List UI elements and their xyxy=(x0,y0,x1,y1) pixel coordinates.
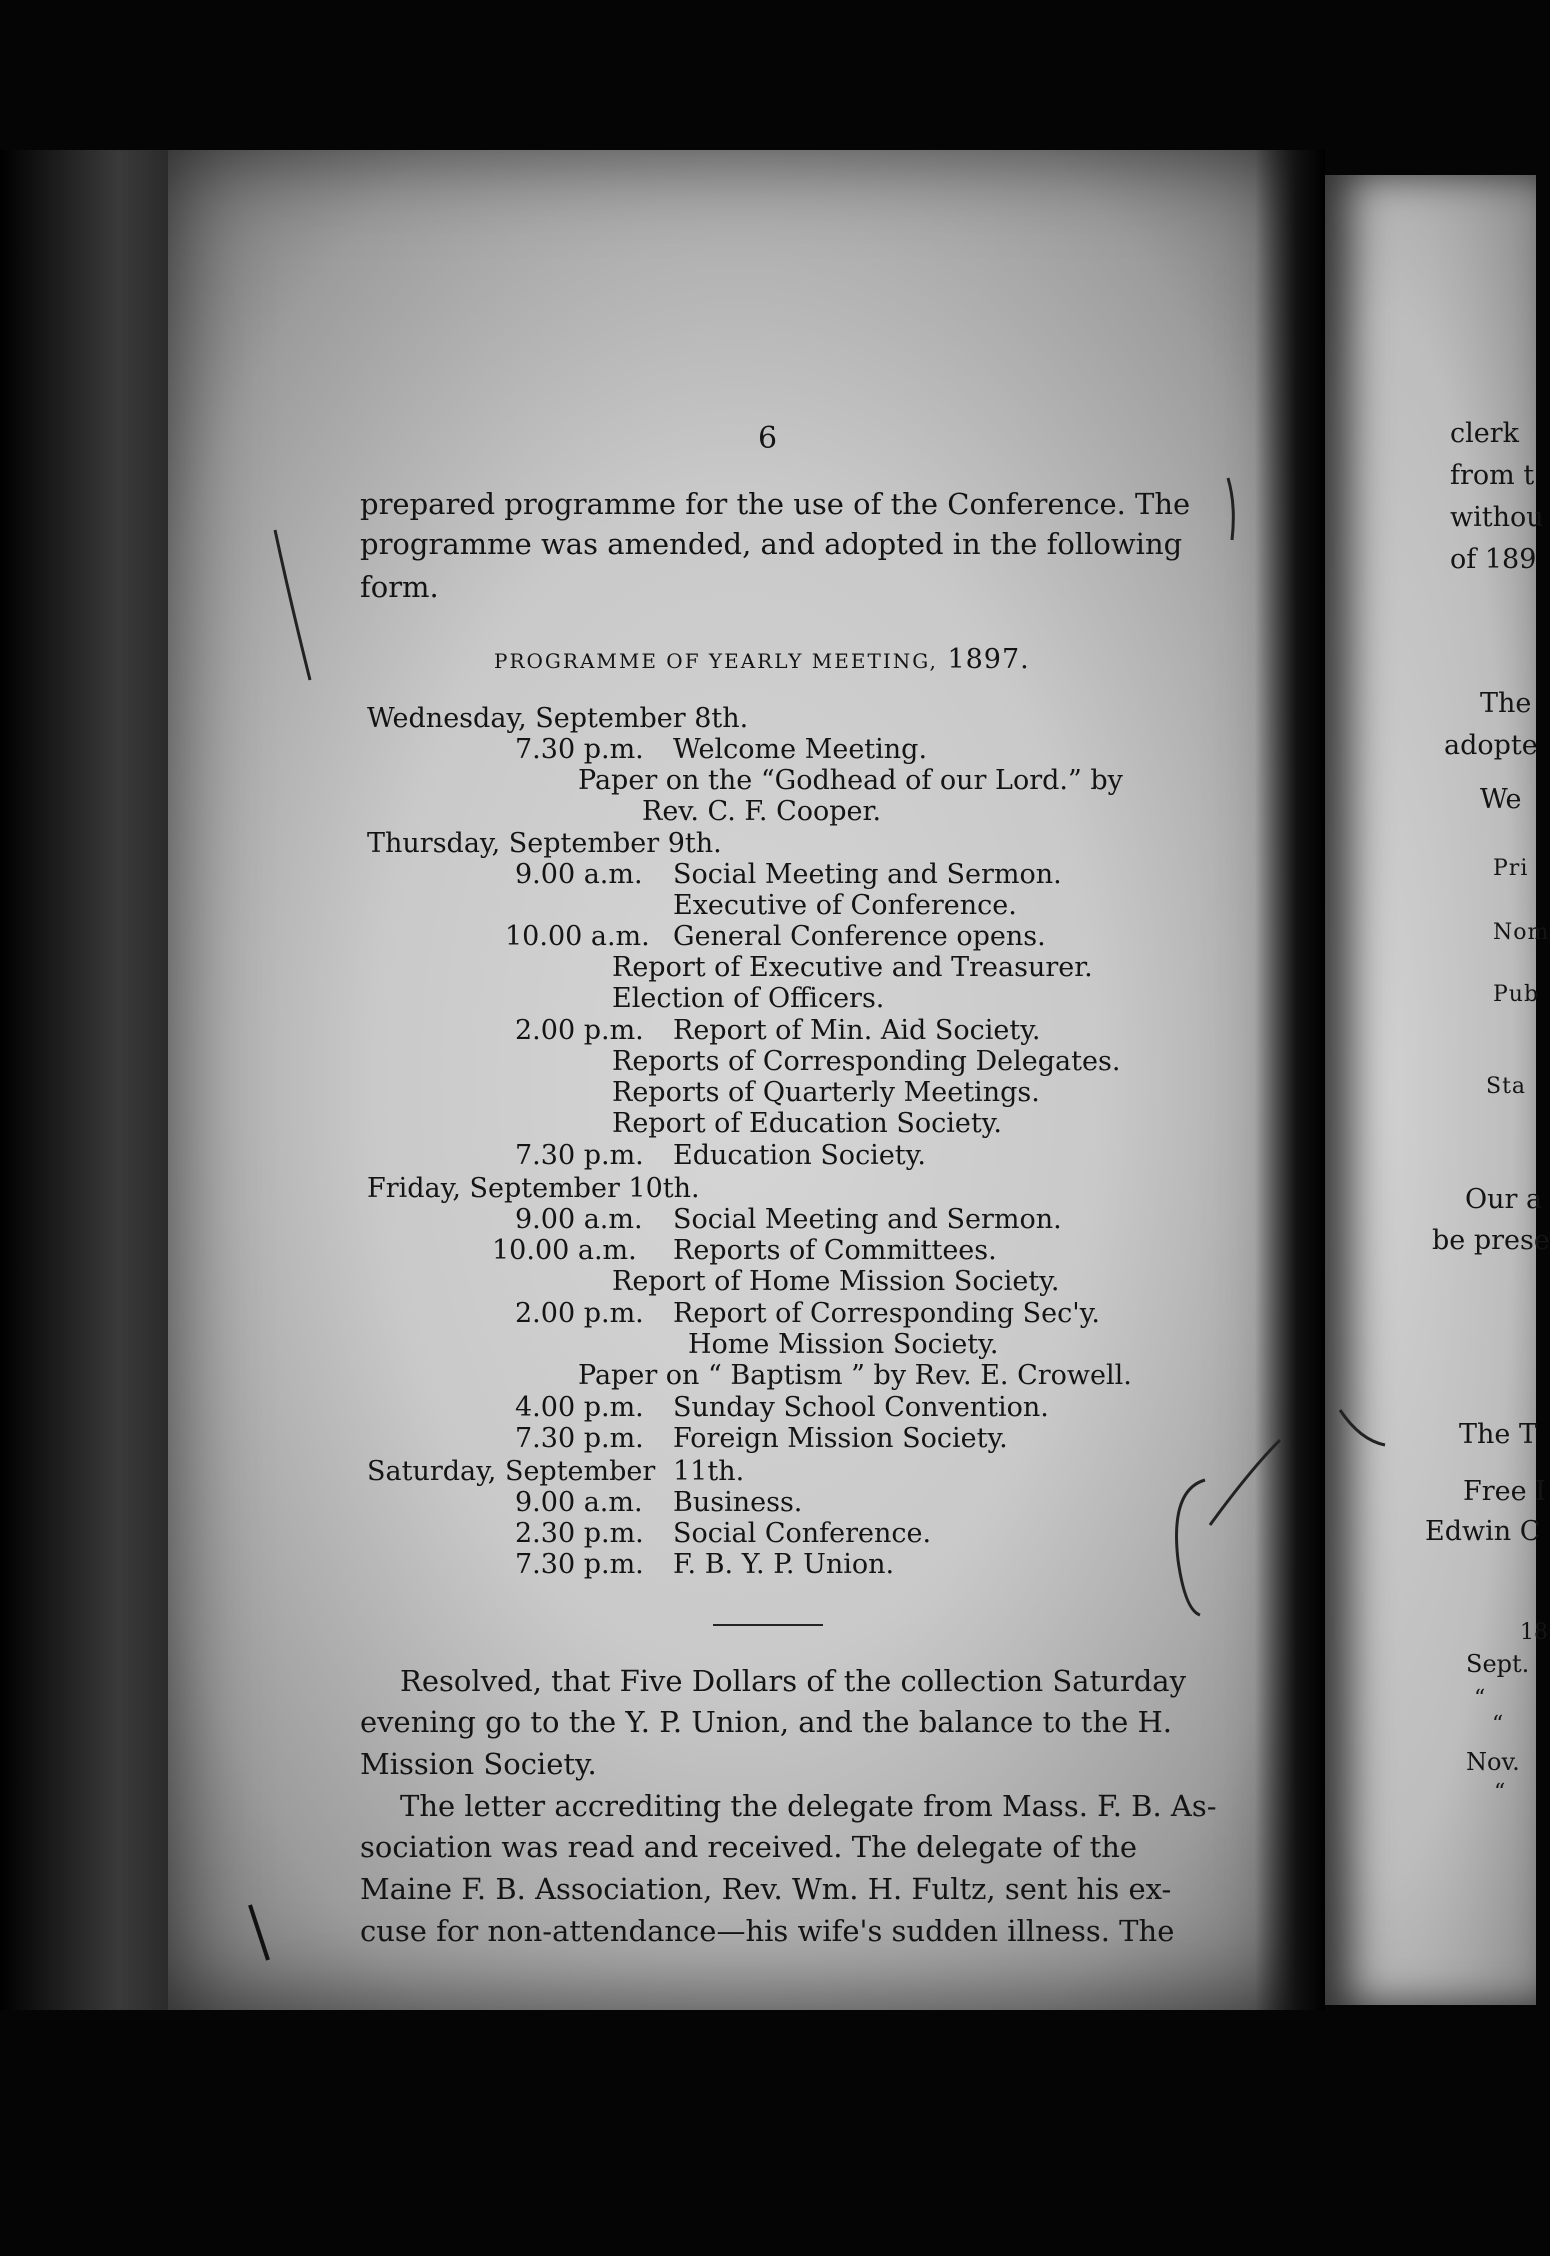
facing-text: Sta xyxy=(1486,1074,1527,1099)
schedule-time: 2.00 p.m. xyxy=(515,1015,644,1046)
schedule-day: Saturday, September xyxy=(367,1456,656,1487)
facing-text: We xyxy=(1480,784,1522,815)
schedule-event: Election of Officers. xyxy=(612,983,885,1014)
facing-text: Pub xyxy=(1493,982,1540,1007)
schedule-time: 4.00 p.m. xyxy=(515,1392,644,1423)
paragraph-line: cuse for non-attendance—his wife's sudden illness. The xyxy=(360,1914,1175,1948)
facing-text: The xyxy=(1480,688,1532,719)
facing-text: clerk xyxy=(1450,418,1520,449)
facing-text: Nov. xyxy=(1466,1748,1520,1776)
schedule-event: Report of Home Mission Society. xyxy=(612,1266,1060,1297)
pencil-stroke xyxy=(250,1905,268,1960)
facing-text: “ xyxy=(1492,1712,1504,1737)
schedule-event: Foreign Mission Society. xyxy=(673,1423,1008,1454)
pencil-checkmark xyxy=(1177,1440,1280,1615)
schedule-event: Social Conference. xyxy=(673,1518,932,1549)
schedule-time: 7.30 p.m. xyxy=(515,734,644,765)
schedule-event: Executive of Conference. xyxy=(673,890,1017,921)
facing-text: Pri xyxy=(1493,856,1529,881)
facing-text: 18 xyxy=(1520,1620,1548,1645)
schedule-time: 9.00 a.m. xyxy=(515,859,643,890)
schedule-event: Report of Executive and Treasurer. xyxy=(612,952,1093,983)
facing-text: Free I xyxy=(1463,1476,1546,1507)
schedule-event: Report of Education Society. xyxy=(612,1108,1002,1139)
schedule-event: Home Mission Society. xyxy=(688,1329,999,1360)
schedule-event: General Conference opens. xyxy=(673,921,1046,952)
facing-text: be prese xyxy=(1432,1225,1550,1256)
facing-text: The T xyxy=(1459,1419,1537,1450)
paragraph-line: sociation was read and received. The delegate of the xyxy=(360,1830,1138,1864)
paragraph-line: Mission Society. xyxy=(360,1747,597,1781)
schedule-event: Social Meeting and Sermon. xyxy=(673,1204,1062,1235)
schedule-time: 2.30 p.m. xyxy=(515,1518,644,1549)
schedule-event: Education Society. xyxy=(673,1140,926,1171)
schedule-time: 7.30 p.m. xyxy=(515,1423,644,1454)
schedule-event: Reports of Quarterly Meetings. xyxy=(612,1077,1040,1108)
facing-text: adopte xyxy=(1444,730,1538,761)
schedule-event: Welcome Meeting. xyxy=(673,734,928,765)
schedule-time: 9.00 a.m. xyxy=(515,1487,643,1518)
schedule-event: Social Meeting and Sermon. xyxy=(673,859,1062,890)
schedule-time: 10.00 a.m. xyxy=(492,1235,637,1266)
schedule-day: Thursday, September 9th. xyxy=(367,828,722,859)
pencil-stroke xyxy=(1228,478,1233,540)
schedule-time: 7.30 p.m. xyxy=(515,1549,644,1580)
schedule-event: Rev. C. F. Cooper. xyxy=(642,796,882,827)
heading-year: 1897. xyxy=(947,644,1030,675)
schedule-event: Paper on “ Baptism ” by Rev. E. Crowell. xyxy=(578,1360,1132,1391)
facing-text: of 189 xyxy=(1450,544,1537,575)
paragraph-line: evening go to the Y. P. Union, and the balance to the H. xyxy=(360,1705,1173,1739)
intro-line: prepared programme for the use of the Conference. The xyxy=(360,487,1191,521)
pencil-stroke xyxy=(1340,1410,1385,1445)
heading-label: PROGRAMME OF YEARLY MEETING, xyxy=(494,649,938,673)
schedule-time: 2.00 p.m. xyxy=(515,1298,644,1329)
paragraph-line: The letter accrediting the delegate from Mass. F. B. As- xyxy=(400,1789,1217,1823)
schedule-event: Sunday School Convention. xyxy=(673,1392,1049,1423)
schedule-event: Report of Corresponding Sec'y. xyxy=(673,1298,1100,1329)
intro-line: form. xyxy=(360,570,439,604)
facing-text: “ xyxy=(1494,1780,1506,1805)
intro-line: programme was amended, and adopted in the following xyxy=(360,527,1183,561)
schedule-time: 7.30 p.m. xyxy=(515,1140,644,1171)
page-number: 6 xyxy=(758,421,778,456)
schedule-time: 9.00 a.m. xyxy=(515,1204,643,1235)
facing-text: Sept. xyxy=(1466,1650,1530,1678)
schedule-day: 11th. xyxy=(673,1456,745,1487)
facing-text: Edwin C xyxy=(1425,1516,1541,1547)
facing-text: from t xyxy=(1450,460,1535,491)
schedule-event: Business. xyxy=(673,1487,803,1518)
schedule-day: Friday, September 10th. xyxy=(367,1173,700,1204)
facing-text: Our a xyxy=(1465,1184,1543,1215)
schedule-event: Report of Min. Aid Society. xyxy=(673,1015,1041,1046)
schedule-day: Wednesday, September 8th. xyxy=(367,703,749,734)
paragraph-line: Maine F. B. Association, Rev. Wm. H. Fultz, sent his ex- xyxy=(360,1872,1172,1906)
facing-text: “ xyxy=(1474,1686,1486,1711)
facing-text: Nom xyxy=(1493,920,1550,945)
schedule-time: 10.00 a.m. xyxy=(505,921,650,952)
schedule-event: Reports of Committees. xyxy=(673,1235,997,1266)
schedule-event: Paper on the “Godhead of our Lord.” by xyxy=(578,765,1123,796)
schedule-event: Reports of Corresponding Delegates. xyxy=(612,1046,1121,1077)
paragraph-line: Resolved, that Five Dollars of the collection Saturday xyxy=(400,1664,1186,1698)
facing-text: withou xyxy=(1450,502,1544,533)
schedule-event: F. B. Y. P. Union. xyxy=(673,1549,895,1580)
pencil-stroke xyxy=(275,530,310,680)
